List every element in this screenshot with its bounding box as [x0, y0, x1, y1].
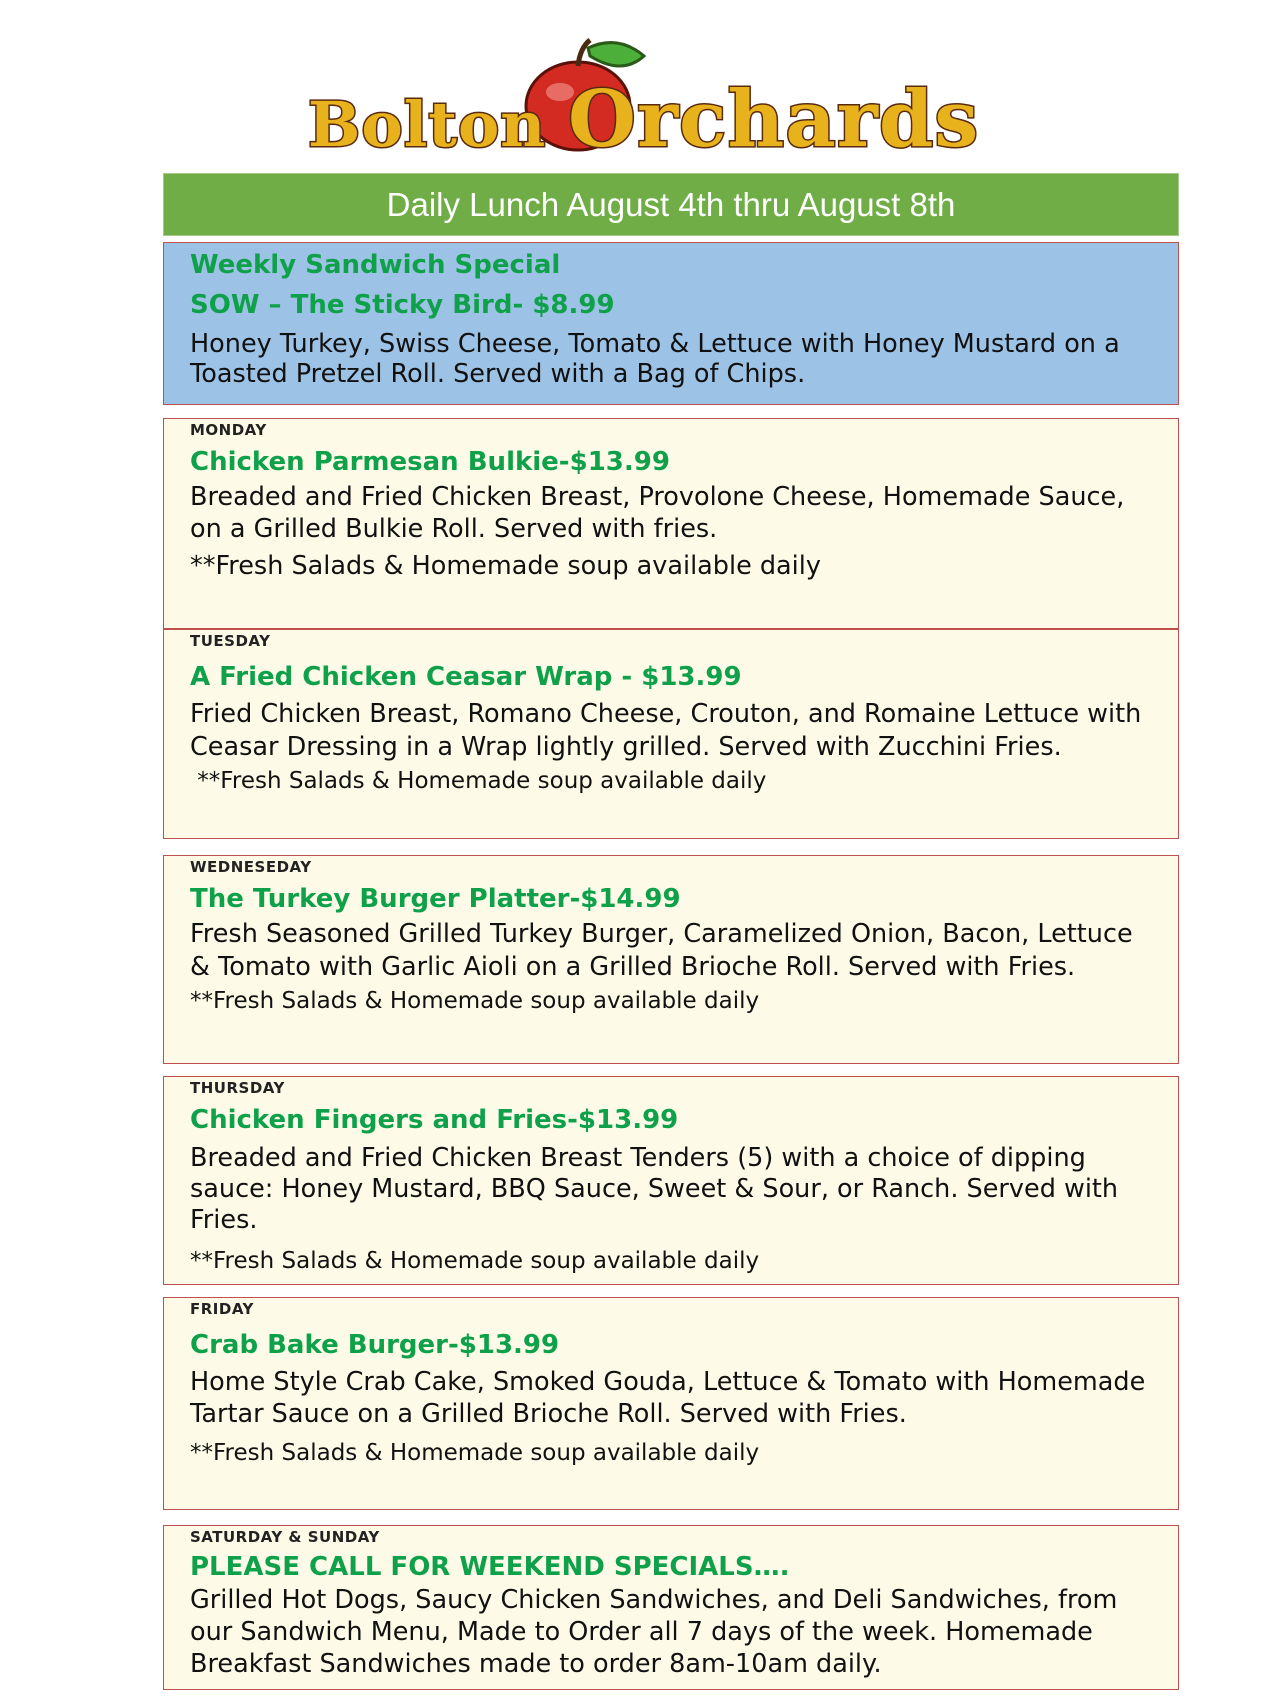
day-label: MONDAY — [190, 421, 267, 439]
item-note: **Fresh Salads & Homemade soup available daily — [190, 1440, 760, 1466]
item-description: Fried Chicken Breast, Romano Cheese, Crouton, and Romaine Lettuce with Ceasar Dressing in a Wrap lightly grilled. Served with Zucchini Fries. — [190, 699, 1142, 762]
item-description: Fresh Seasoned Grilled Turkey Burger, Caramelized Onion, Bacon, Lettuce & Tomato with Garlic Aioli on a Grilled Brioche Roll. Served with Fries. — [190, 919, 1133, 982]
special-heading: Weekly Sandwich Special — [190, 250, 561, 280]
item-note: **Fresh Salads & Homemade soup available daily — [190, 551, 821, 581]
day-label: THURSDAY — [190, 1079, 285, 1097]
item-description: Grilled Hot Dogs, Saucy Chicken Sandwiches, and Deli Sandwiches, from our Sandwich Menu, Made to Order all 7 days of the week. Homemade Breakfast Sandwiches made to order 8am-10am daily. — [190, 1585, 1118, 1679]
item-description: Home Style Crab Cake, Smoked Gouda, Lettuce & Tomato with Homemade Tartar Sauce on a Grilled Brioche Roll. Served with Fries. — [190, 1367, 1146, 1429]
brand-name-part1: Bolton — [308, 88, 547, 161]
menu-banner: Daily Lunch August 4th thru August 8th — [163, 173, 1179, 236]
item-note: **Fresh Salads & Homemade soup available daily — [190, 1248, 760, 1274]
day-label: FRIDAY — [190, 1300, 254, 1318]
special-title: SOW – The Sticky Bird- $8.99 — [190, 290, 615, 320]
item-title: The Turkey Burger Platter-$14.99 — [190, 884, 681, 914]
day-card-weekend — [163, 1525, 1179, 1690]
day-card-thursday — [163, 1076, 1179, 1285]
item-title: Chicken Parmesan Bulkie-$13.99 — [190, 447, 670, 477]
special-description: Honey Turkey, Swiss Cheese, Tomato & Lettuce with Honey Mustard on a Toasted Pretzel Roll. Served with a Bag of Chips. — [190, 329, 1120, 389]
item-title: PLEASE CALL FOR WEEKEND SPECIALS…. — [190, 1552, 790, 1582]
day-card-monday — [163, 418, 1179, 629]
item-note: **Fresh Salads & Homemade soup available daily — [190, 768, 767, 794]
day-card-tuesday — [163, 629, 1179, 839]
weekly-special-box — [163, 242, 1179, 405]
item-description: Breaded and Fried Chicken Breast Tenders (5) with a choice of dipping sauce: Honey Mustard, BBQ Sauce, Sweet & Sour, or Ranch. Served with Fries. — [190, 1143, 1119, 1235]
item-note: **Fresh Salads & Homemade soup available daily — [190, 988, 760, 1014]
day-label: WEDNESEDAY — [190, 858, 312, 876]
brand-name-part2: Orchards — [568, 74, 980, 165]
item-title: Chicken Fingers and Fries-$13.99 — [190, 1105, 679, 1135]
item-description: Breaded and Fried Chicken Breast, Provolone Cheese, Homemade Sauce, on a Grilled Bulkie Roll. Served with fries. — [190, 482, 1125, 544]
item-title: A Fried Chicken Ceasar Wrap - $13.99 — [190, 662, 742, 692]
day-card-friday — [163, 1297, 1179, 1510]
day-label: TUESDAY — [190, 632, 271, 650]
bolton-orchards-logo — [300, 30, 1000, 165]
day-card-wednesday — [163, 855, 1179, 1064]
day-label: SATURDAY & SUNDAY — [190, 1528, 380, 1546]
item-title: Crab Bake Burger-$13.99 — [190, 1330, 560, 1360]
